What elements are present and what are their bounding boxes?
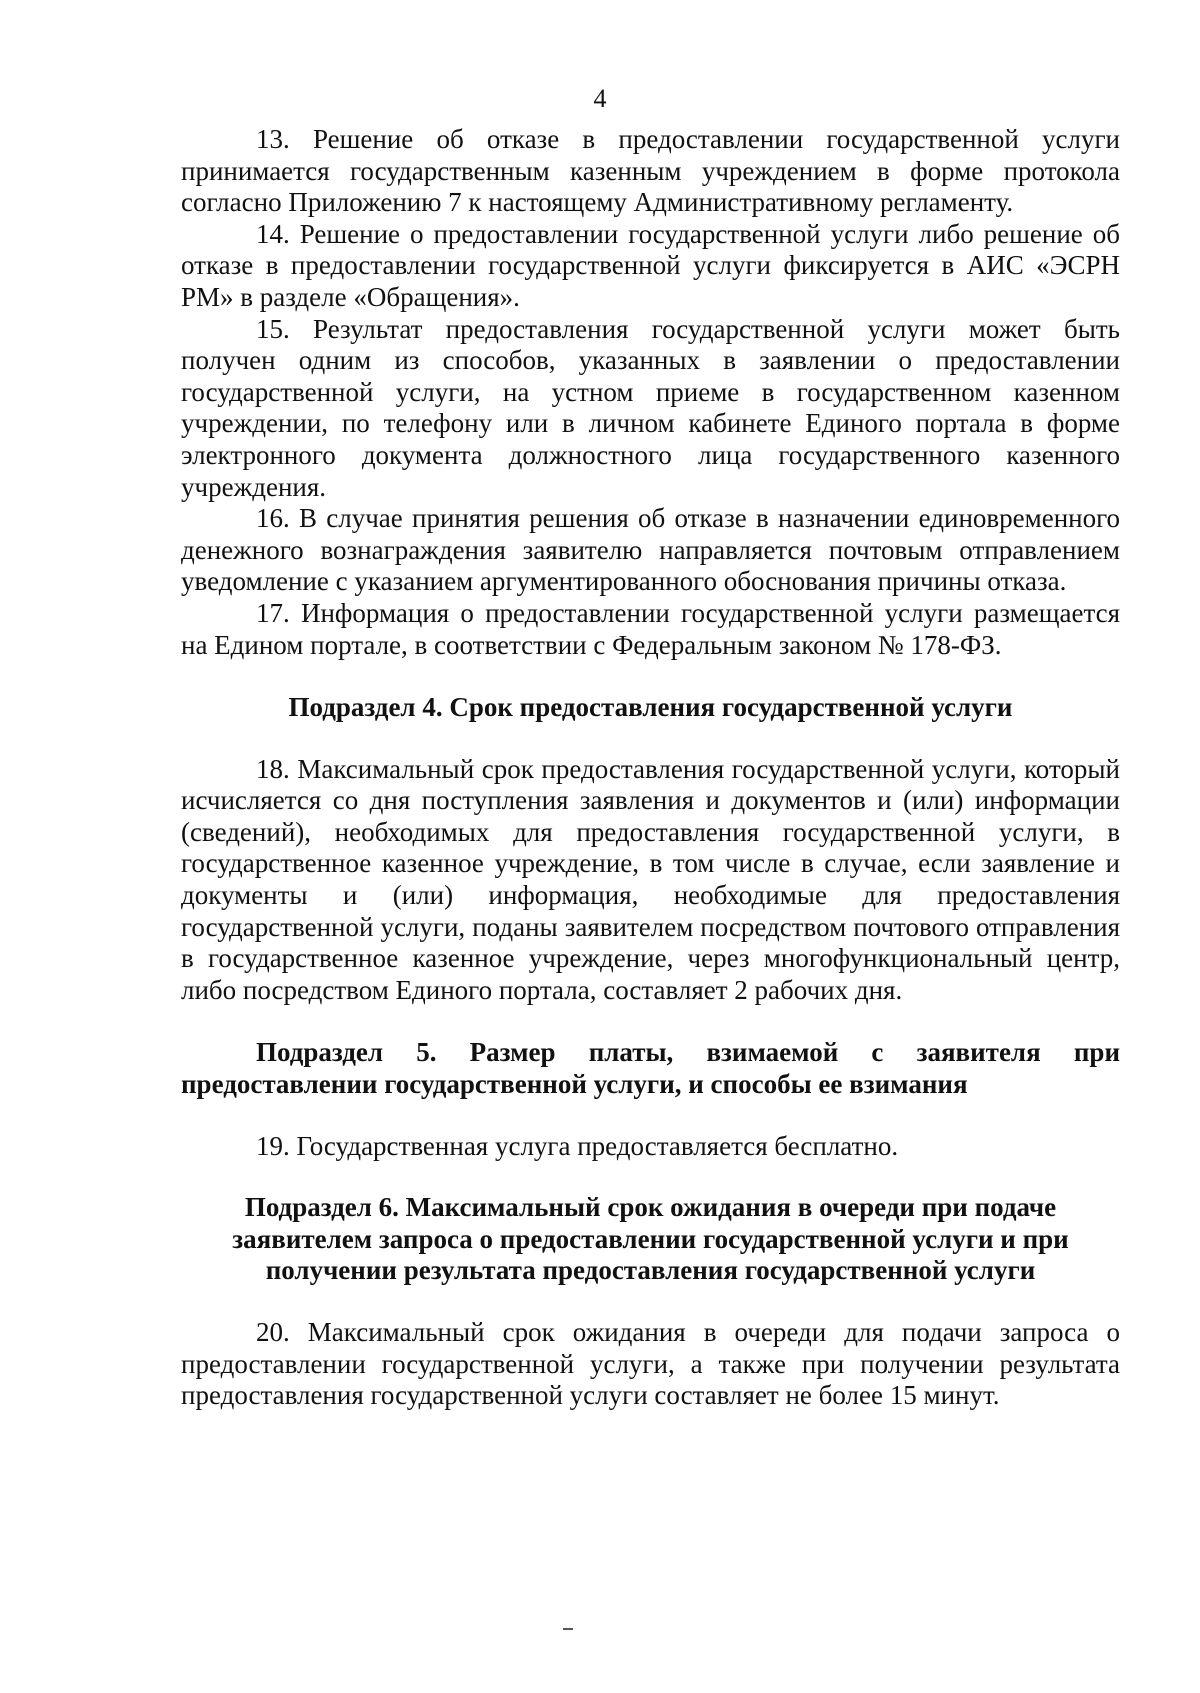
section-5-heading: Подраздел 5. Размер платы, взимаемой с заявителя при предоставлении государственной услуги, и способы ее взимания xyxy=(181,1037,1120,1100)
paragraph-16: 16. В случае принятия решения об отказе в назначении единовременного денежного вознаграждения заявителю направляется почтовым отправлением уведомление с указанием аргументированного обоснования причины отказа. xyxy=(181,503,1120,597)
section-6-heading xyxy=(181,1192,1120,1287)
document-body xyxy=(181,124,1120,1412)
paragraph-15: 15. Результат предоставления государственной услуги может быть получен одним из способов, указанных в заявлении о предоставлении государственной услуги, на устном приеме в государственном казенном учреждении, по телефону или в личном кабинете Единого портала в форме электронного документа должностного лица государственного казенного учреждения. xyxy=(181,313,1120,502)
section-4-heading: Подраздел 4. Срок предоставления государственной услуги xyxy=(288,692,1013,723)
paragraph-17: 17. Информация о предоставлении государственной услуги размещается на Едином портале, в соответствии с Федеральным законом № 178-ФЗ. xyxy=(181,597,1120,660)
section-6-heading-line: Подраздел 6. Максимальный срок ожидания в очереди при подаче xyxy=(244,1192,1057,1223)
paragraph-13: 13. Решение об отказе в предоставлении государственной услуги принимается государственным казенным учреждением в форме протокола согласно Приложению 7 к настоящему Административному регламенту. xyxy=(181,124,1120,218)
section-6-heading-line: заявителем запроса о предоставлении государственной услуги и при xyxy=(232,1223,1069,1254)
paragraph-19: 19. Государственная услуга предоставляется бесплатно. xyxy=(256,1130,899,1161)
section-6-heading-line: получении результата предоставления государственной услуги xyxy=(265,1255,1036,1286)
page-number: 4 xyxy=(593,84,607,113)
paragraph-18: 18. Максимальный срок предоставления государственной услуги, который исчисляется со дня поступления заявления и документов и (или) информации (сведений), необходимых для предоставления государственной услуги, в государственное казенное учреждение, в том числе в случае, если заявление и документы и (или) информация, необходимые для предоставления государственной услуги, поданы заявителем посредством почтового отправления в государственное казенное учреждение, через многофункциональный центр, либо посредством Единого портала, составляет 2 рабочих дня. xyxy=(181,753,1120,1005)
scan-speck xyxy=(563,1628,573,1630)
paragraph-20: 20. Максимальный срок ожидания в очереди для подачи запроса о предоставлении государственной услуги, а также при получении результата предоставления государственной услуги составляет не более 15 минут. xyxy=(181,1317,1120,1411)
paragraph-14: 14. Решение о предоставлении государственной услуги либо решение об отказе в предоставлении государственной услуги фиксируется в АИС «ЭСРН РМ» в разделе «Обращения». xyxy=(181,218,1120,312)
